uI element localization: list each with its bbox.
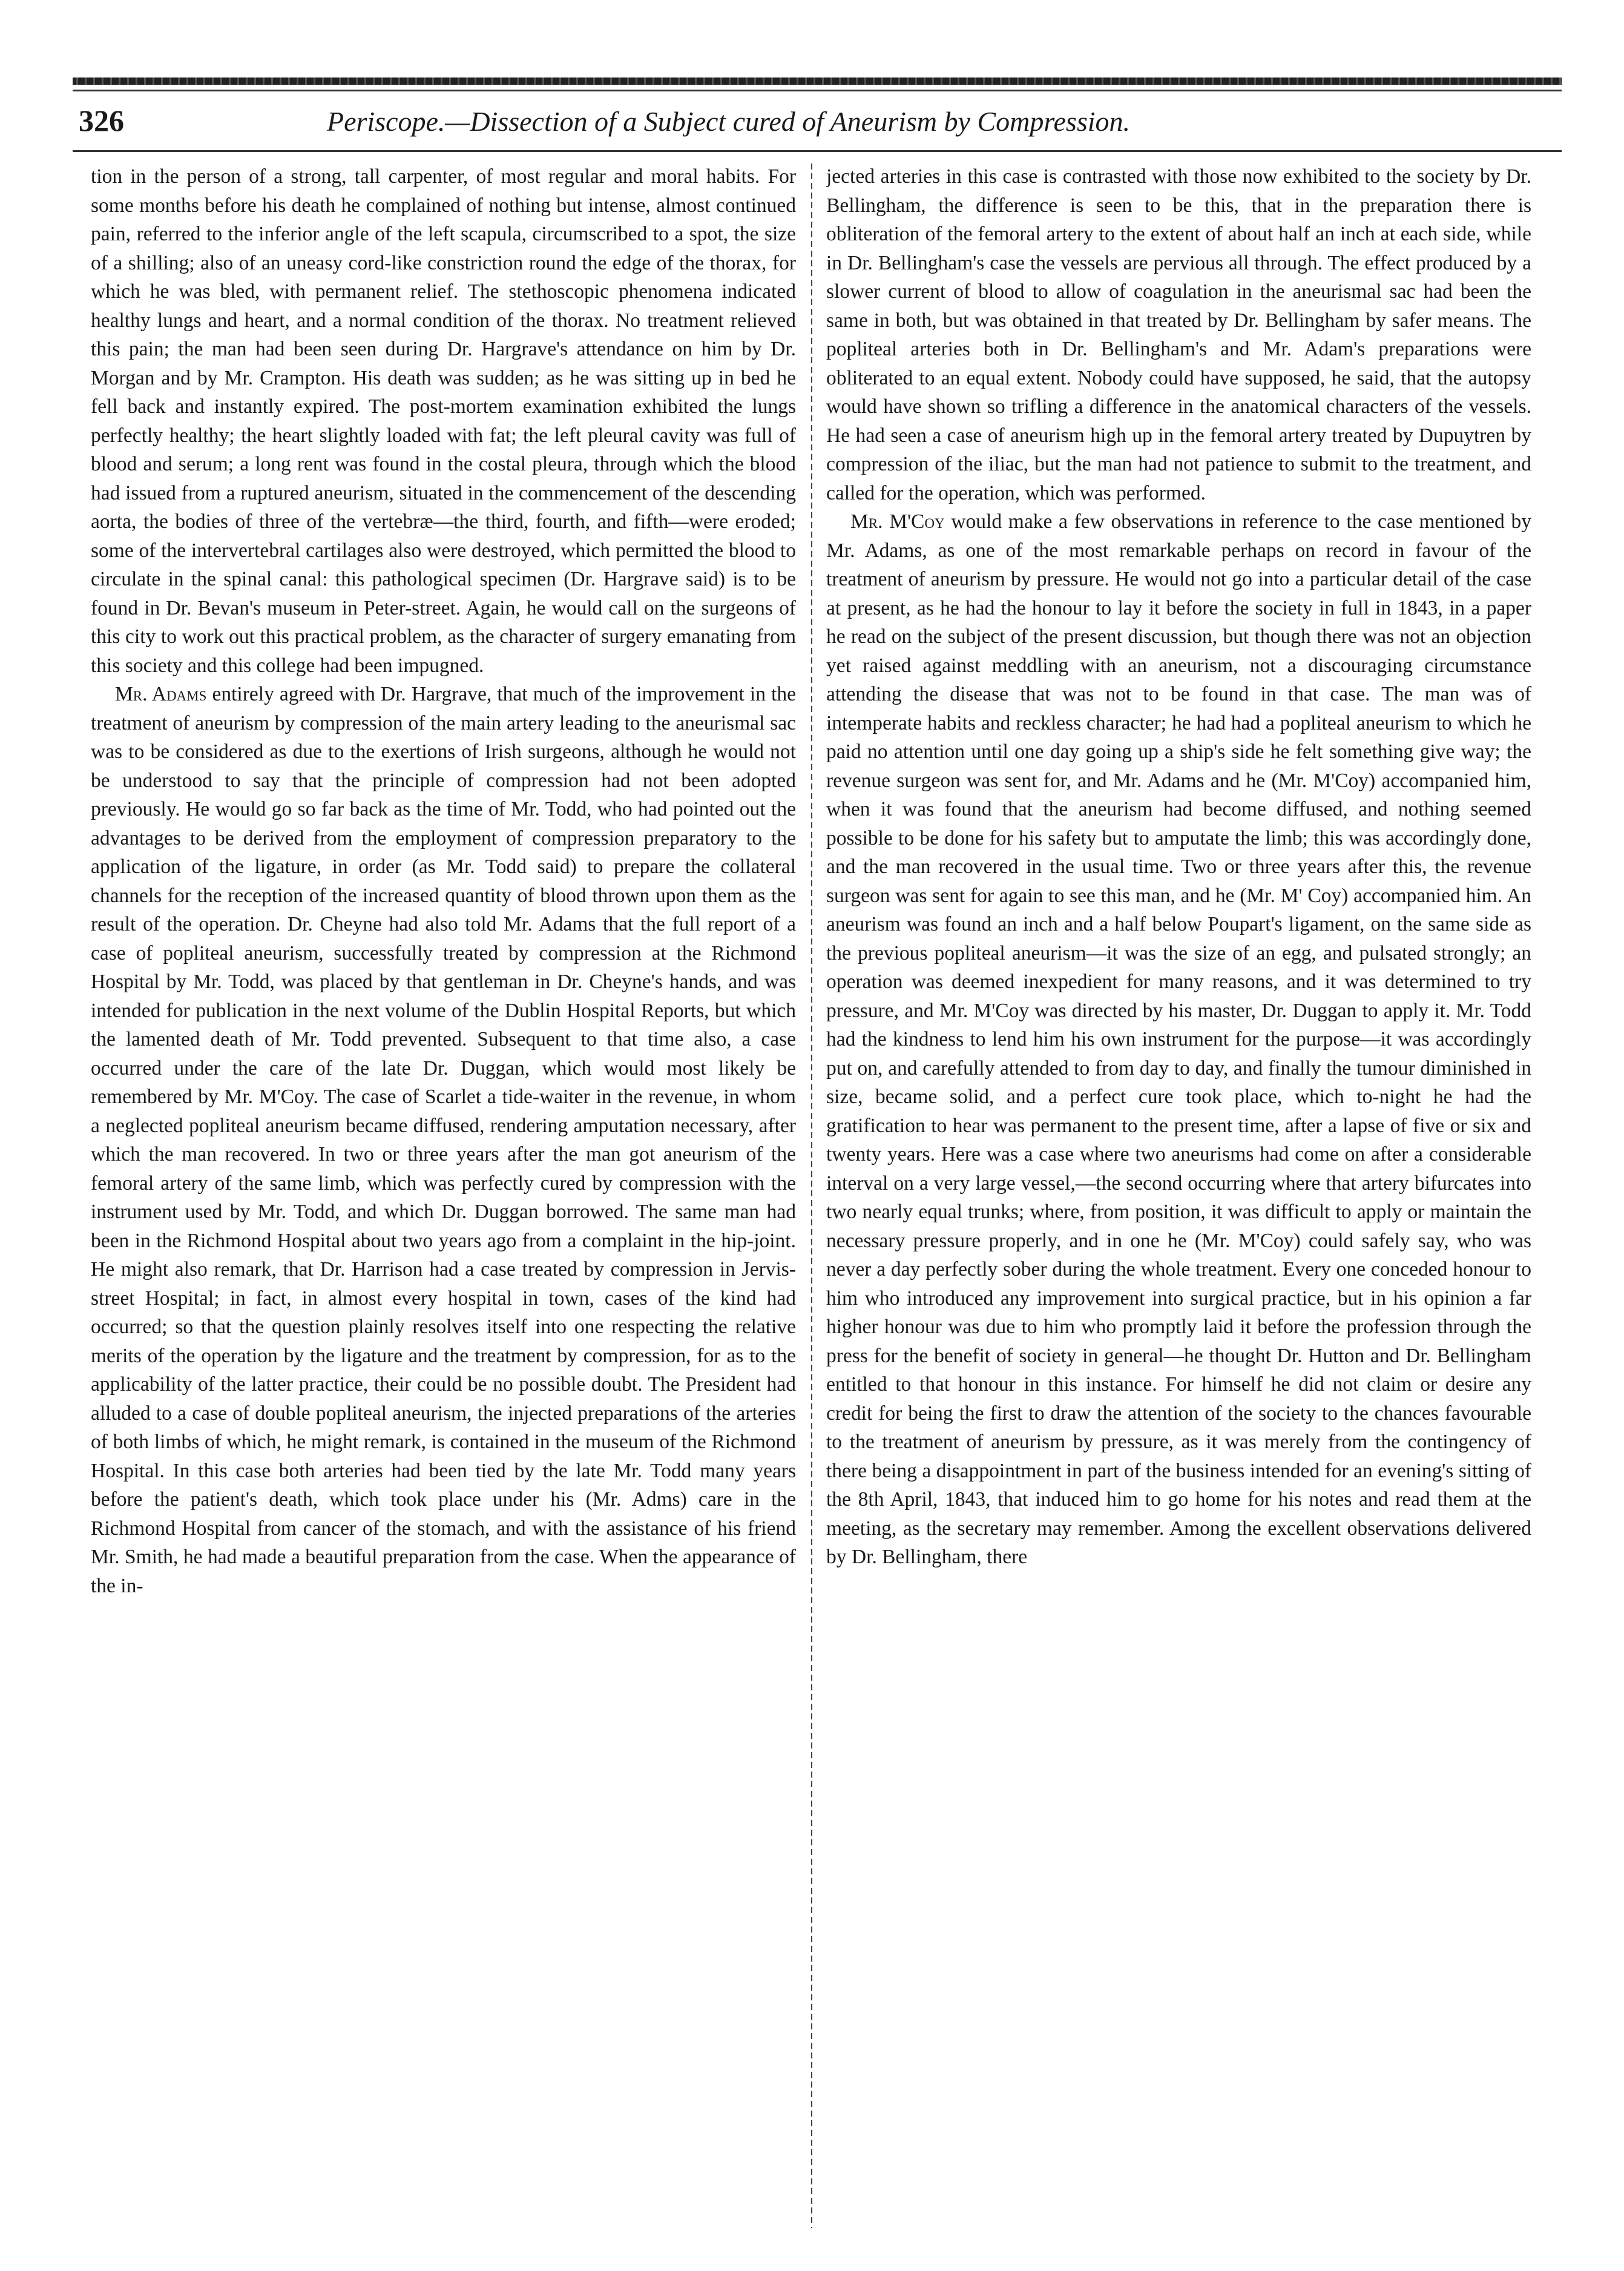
running-head [73, 103, 1562, 145]
left-column [91, 162, 796, 2233]
page-number: 326 [79, 104, 124, 137]
paragraph: jected arteries in this case is contrasted with those now exhibited to the society by Dr. Bellingham, the difference is seen to be this, that in the preparation there is obliteration of the femoral artery to the extent of about half an inch at each side, while in Dr. Bellingham's case the vessels are pervious all through. The effect produced by a slower current of blood to allow of coagulation in the aneurismal sac had been the same in both, but was obtained in that treated by Dr. Bellingham by safer means. The popliteal arteries both in Dr. Bellingham's and Mr. Adam's preparations were obliterated to an equal extent. Nobody could have supposed, he said, that the autopsy would have shown so trifling a difference in the anatomical characters of the vessels. He had seen a case of aneurism high up in the femoral artery treated by Dupuytren by compression of the iliac, but the man had not patience to submit to the treatment, and called for the operation, which was performed. [826, 165, 1531, 504]
paragraph: tion in the person of a strong, tall carpenter, of most regular and moral habits. For some months before his death he complained of nothing but intense, almost continued pain, referred to the inferior angle of the left scapula, circumscribed to a spot, the size of a shilling; also of an uneasy cord-like constriction round the edge of the thorax, for which he was bled, with permanent relief. The stethoscopic phenomena indicated healthy lungs and heart, and a normal condition of the thorax. No treatment relieved this pain; the man had been seen during Dr. Hargrave's attendance on him by Dr. Morgan and by Mr. Crampton. His death was sudden; as he was sitting up in bed he fell back and instantly expired. The post-mortem examination exhibited the lungs perfectly healthy; the heart slightly loaded with fat; the left pleural cavity was full of blood and serum; a long rent was found in the costal pleura, through which the blood had issued from a ruptured aneurism, situated in the commencement of the descending aorta, the bodies of three of the vertebræ—the third, fourth, and fifth—were eroded; some of the intervertebral cartilages also were destroyed, which permitted the blood to circulate in the spinal canal: this pathological specimen (Dr. Hargrave said) is to be found in Dr. Bevan's museum in Peter-street. Again, he would call on the surgeons of this city to work out this practical problem, as the character of surgery emanating from this society and this college had been impugned. [91, 165, 796, 677]
paragraph-text: entirely agreed with Dr. Hargrave, that much of the improvement in the treatment of aneurism by compression of the main artery leading to the aneurismal sac was to be considered as due to the exertions of Irish surgeons, although he would not be understood to say that the principle of compression had not been adopted previously. He would go so far back as the time of Mr. Todd, who had pointed out the advantages to be derived from the employment of compression preparatory to the application of the ligature, in order (as Mr. Todd said) to prepare the collateral channels for the reception of the increased quantity of blood thrown upon them as the result of the operation. Dr. Cheyne had also told Mr. Adams that the full report of a case of popliteal aneurism, successfully treated by compression at the Richmond Hospital by Mr. Todd, was placed by that gentleman in Dr. Cheyne's hands, and was intended for publication in the next volume of the Dublin Hospital Reports, but which the lamented death of Mr. Todd prevented. Subsequent to that time also, a case occurred under the care of the late Dr. Duggan, which would most likely be remembered by Mr. M'Coy. The case of Scarlet a tide-waiter in the revenue, in whom a neglected popliteal aneurism became diffused, rendering amputation necessary, after which the man recovered. In two or three years after the man got aneurism of the femoral artery of the same limb, which was perfectly cured by compression with the instrument used by Mr. Todd, and which Dr. Duggan borrowed. The same man had been in the Richmond Hospital about two years ago from a complaint in the hip-joint. He might also remark, that Dr. Harrison had a case treated by compression in Jervis-street Hospital; in fact, in almost every hospital in town, cases of the kind had occurred; so that the question plainly resolves itself into one respecting the relative merits of the operation by the ligature and the treatment by compression, for as to the applicability of the latter practice, their could be no possible doubt. The President had alluded to a case of double popliteal aneurism, the injected preparations of the arteries of both limbs of which, he might remark, is contained in the museum of the Richmond Hospital. In this case both arteries had been tied by the late Mr. Todd many years before the patient's death, which took place under his (Mr. Adms) care in the Richmond Hospital from cancer of the stomach, and with the assistance of his friend Mr. Smith, he had made a beautiful preparation from the case. When the appearance of the in- [91, 683, 796, 1597]
header-rule [73, 150, 1562, 152]
right-column [826, 162, 1531, 2233]
paragraph [826, 507, 1531, 1572]
speaker-name: Mr. Adams [115, 683, 207, 705]
running-title: Periscope.—Dissection of a Subject cured of Aneurism by Compression. [327, 106, 1131, 137]
paragraph [91, 680, 796, 1600]
top-thin-rule [73, 90, 1562, 91]
column-divider [811, 163, 812, 2228]
speaker-name: Mr. M'Coy [850, 510, 945, 533]
top-decorative-rule [73, 77, 1562, 85]
paragraph-text: would make a few observations in reference to the case mentioned by Mr. Adams, as one of the most remarkable perhaps on record in favour of the treatment of aneurism by pressure. He would not go into a particular detail of the case at present, as he had the honour to lay it before the society in full in 1843, in a paper he read on the subject of the present discussion, but though there was not an objection yet raised against meddling with an aneurism, not a discouraging circumstance attending the disease that was not to be found in that case. The man was of intemperate habits and reckless character; he had had a popliteal aneurism to which he paid no attention until one day going up a ship's side he felt something give way; the revenue surgeon was sent for, and Mr. Adams and he (Mr. M'Coy) accompanied him, when it was found that the aneurism had become diffused, and nothing seemed possible to be done for his safety but to amputate the limb; this was accordingly done, and the man recovered in the usual time. Two or three years after this, the revenue surgeon was sent for again to see this man, and he (Mr. M' Coy) accompanied him. An aneurism was found an inch and a half below Poupart's ligament, on the same side as the previous popliteal aneurism—it was the size of an egg, and pulsated strongly; an operation was deemed inexpedient for many reasons, and it was determined to try pressure, and Mr. M'Coy was directed by his master, Dr. Duggan to apply it. Mr. Todd had the kindness to lend him his own instrument for the purpose—it was accordingly put on, and carefully attended to from day to day, and finally the tumour diminished in size, became solid, and a perfect cure took place, which to-night he had the gratification to hear was permanent to the present time, after a lapse of five or six and twenty years. Here was a case where two aneurisms had come on after a considerable interval on a very large vessel,—the second occurring where that artery bifurcates into two nearly equal trunks; where, from position, it was difficult to apply or maintain the necessary pressure properly, and in one he (Mr. M'Coy) could safely say, who was never a day perfectly sober during the whole treatment. Every one conceded honour to him who introduced any improvement into surgical practice, but in his opinion a far higher honour was due to him who promptly laid it before the profession through the press for the benefit of society in general—he thought Dr. Hutton and Dr. Bellingham entitled to that honour in this instance. For himself he did not claim or desire any credit for being the first to draw the attention of the society to the chances favourable to the treatment of aneurism by pressure, as it was merely from the contingency of there being a disappointment in part of the business intended for an evening's sitting of the 8th April, 1843, that induced him to go home for his notes and read them at the meeting, as the secretary may remember. Among the excellent observations delivered by Dr. Bellingham, there [826, 510, 1531, 1568]
